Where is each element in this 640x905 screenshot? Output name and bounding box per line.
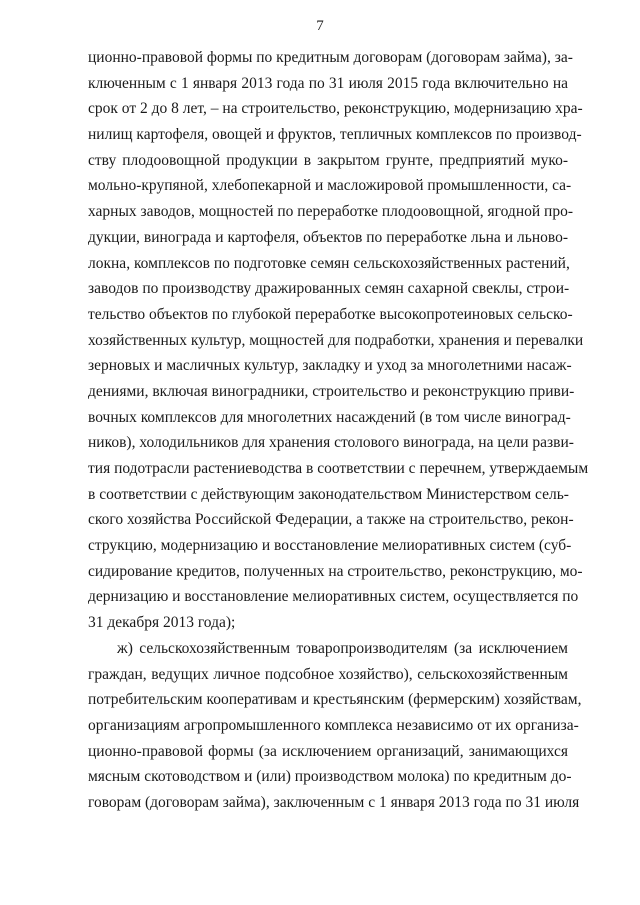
paragraph-1 [88, 45, 589, 636]
text-line: срок от 2 до 8 лет, – на строительство, реконструкцию, модернизацию хра- [88, 100, 583, 118]
text-line: ционно-правовой формы (за исключением организаций, занимающихся [88, 742, 568, 760]
text-line: нилищ картофеля, овощей и фруктов, тепличных комплексов по производ- [88, 126, 582, 144]
page-number: 7 [316, 18, 324, 34]
text-line: тия подотрасли растениеводства в соответствии с перечнем, утверждаемым [88, 460, 589, 477]
text-line: в соответствии с действующим законодательством Министерством сель- [88, 485, 569, 503]
text-line: заводов по производству дражированных семян сахарной свеклы, строи- [88, 280, 570, 298]
text-line: ству плодоовощной продукции в закрытом грунте, предприятий муко- [88, 151, 568, 169]
text-line: дукции, винограда и картофеля, объектов по переработке льна и льново- [88, 228, 568, 246]
text-line: граждан, ведущих личное подсобное хозяйство), сельскохозяйственным [88, 665, 568, 683]
text-line: вочных комплексов для многолетних насаждений (в том числе виноград- [88, 408, 571, 426]
text-line: локна, комплексов по подготовке семян сельскохозяйственных растений, [88, 254, 570, 272]
text-line: струкцию, модернизацию и восстановление мелиоративных систем (суб- [88, 537, 572, 555]
text-line: харных заводов, мощностей по переработке плодоовощной, ягодной про- [88, 203, 573, 221]
text-line: ников), холодильников для хранения столового винограда, на цели разви- [88, 434, 574, 452]
text-line: дениями, включая виноградники, строительство и реконструкцию приви- [88, 382, 575, 400]
text-line: ционно-правовой формы по кредитным договорам (договорам займа), за- [88, 49, 573, 66]
text-line: мольно-крупяной, хлебопекарной и масложировой промышленности, са- [88, 177, 572, 195]
text-line: сидирование кредитов, полученных на строительство, реконструкцию, мо- [88, 562, 583, 580]
text-line: хозяйственных культур, мощностей для подработки, хранения и перевалки [88, 331, 584, 349]
text-line: дернизацию и восстановление мелиоративных систем, осуществляется по [88, 588, 579, 606]
paragraph-2 [88, 636, 582, 816]
text-line: ключенным с 1 января 2013 года по 31 июля 2015 года включительно на [88, 74, 568, 92]
body-text [88, 45, 589, 816]
text-line: ского хозяйства Российской Федерации, а также на строительство, рекон- [88, 511, 574, 529]
text-line: ж) сельскохозяйственным товаропроизводителям (за исключением [117, 639, 568, 657]
text-line: организациям агропромышленного комплекса независимо от их организа- [88, 716, 579, 734]
text-line: 31 декабря 2013 года); [88, 614, 236, 632]
text-line: говорам (договорам займа), заключенным с 1 января 2013 года по 31 июля [88, 793, 580, 811]
text-line: тельство объектов по глубокой переработке высокопротеиновых сельско- [88, 305, 573, 323]
text-line: мясным скотоводством и (или) производством молока) по кредитным до- [88, 768, 572, 786]
text-line: потребительским кооперативам и крестьянским (фермерским) хозяйствам, [88, 691, 582, 709]
text-line: зерновых и масличных культур, закладку и уход за многолетними насаж- [88, 357, 572, 375]
